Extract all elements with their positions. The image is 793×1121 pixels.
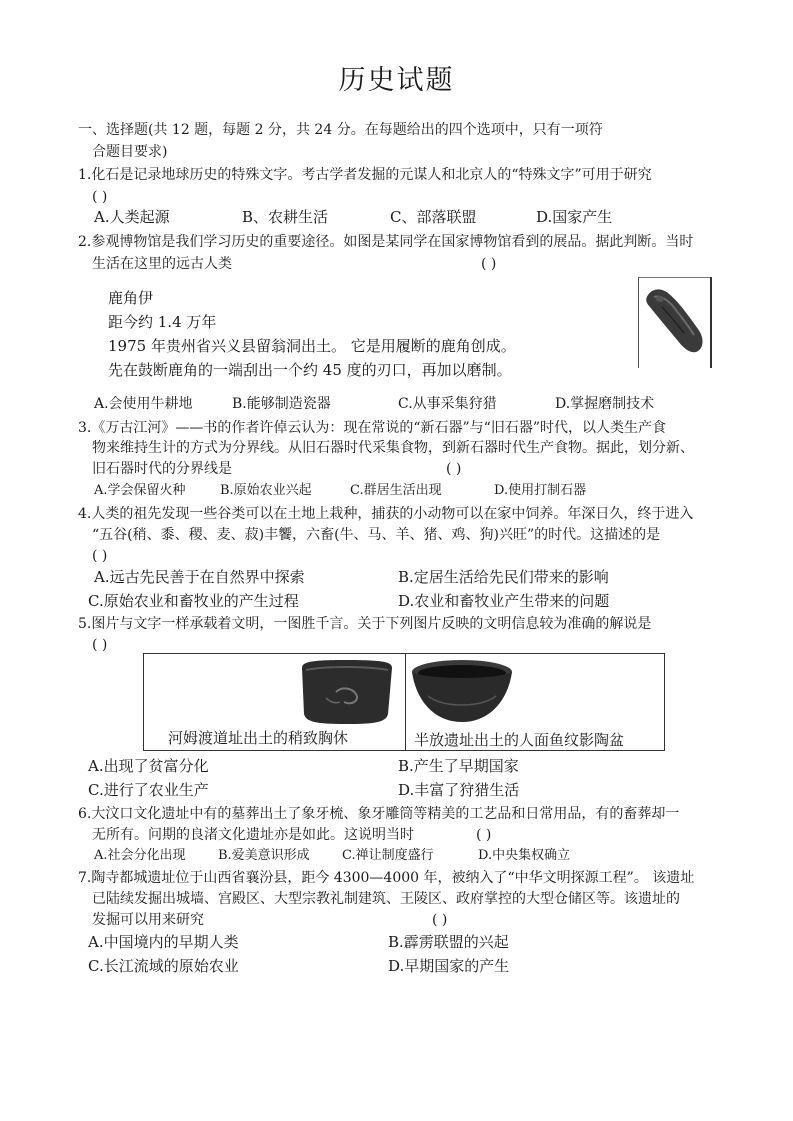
question-7-text-cont2: 发掘可以用来研究 [92,912,204,928]
q4-option-d[interactable]: D.农业和畜牧业产生带来的问题 [398,592,610,610]
question-2-text-cont: 生活在这里的远古人类 [92,256,232,272]
q5-option-d[interactable]: D.丰富了狩猎生活 [398,781,520,799]
q4-option-c[interactable]: C.原始农业和畜牧业的产生过程 [88,592,299,610]
exhibit-name: 鹿角伊 [108,289,154,307]
question-3-text-cont: 物来维持生计的方式为分界线。从旧石器时代采集食物，到新石器时代生产食物。据此，划分新、 [92,440,694,456]
question-4-text-cont: “五谷(稍、黍、稷、麦、菽)丰饗，六畜(牛、马、羊、猪、鸡、狗)兴旺”的时代。这描述的是 [92,527,661,543]
q3-option-c[interactable]: C.群居生活出现 [350,483,442,498]
q2-option-b[interactable]: B.能够制造瓷器 [232,396,331,412]
question-6-text: 6.大汶口文化遗址中有的墓葬出土了象牙梳、象牙雕筒等精美的工艺品和日常用品，有的畜葬却一 [78,806,680,822]
question-2-paren: ( ) [481,256,497,272]
q7-option-b[interactable]: B.霹雳联盟的兴起 [388,933,509,951]
question-7-text-cont: 已陆续发掘出城墙、宫殿区、大型宗教礼制建筑、王陵区、政府掌控的大型仓储区等。该遗址的 [92,891,680,907]
q7-option-d[interactable]: D.早期国家的产生 [388,957,510,975]
q4-option-b[interactable]: B.定居生活给先民们带来的影响 [398,568,609,586]
q1-option-c[interactable]: C、部落联盟 [390,208,477,226]
q4-option-a[interactable]: A.远古先民善于在自然界中探索 [94,568,305,586]
q1-option-b[interactable]: B、农耕生活 [242,208,329,226]
question-1-text: 1.化石是记录地球历史的特殊文字。考古学者发掘的元谋人和北京人的“特殊文字”可用于研究 [78,167,652,183]
q5-option-c[interactable]: C.进行了农业生产 [88,781,209,799]
hemudu-caption: 河姆渡道址出土的稍致胸休 [168,729,349,747]
exhibit-desc-1: 1975 年贵州省兴义县留翁洞出土。 它是用履断的鹿角创成。 [108,337,516,355]
section-heading: 一、选择题(共 12 题，每题 2 分，共 24 分。在每题给出的四个选项中，只有一项符 [78,122,603,138]
q6-option-a[interactable]: A.社会分化出现 [94,848,186,863]
question-7-text: 7.陶寺都城遗址位于山西省襄汾县，距今 4300—4000 年，被纳入了“中华文明探源工程”。 该遗址 [78,870,695,886]
question-4-text: 4.人类的祖先发现一些谷类可以在土地上栽种，捕获的小动物可以在家中饲养。年深日久，终于进入 [78,506,694,522]
antler-tool-icon [638,277,712,368]
q2-option-d[interactable]: D.掌握磨制技术 [555,396,655,412]
q6-option-d[interactable]: D.中央集权确立 [478,848,571,863]
q7-option-a[interactable]: A.中国境内的早期人类 [88,933,239,951]
q1-option-d[interactable]: D.国家产生 [536,208,613,226]
q1-option-a[interactable]: A.人类起源 [94,208,170,226]
q3-option-d[interactable]: D.使用打制石器 [494,483,587,498]
q6-option-b[interactable]: B.爱美意识形成 [218,848,310,863]
hemudu-artifact-photo [296,658,398,726]
section-heading-cont: 合题目要求) [92,144,168,160]
q6-option-c[interactable]: C.禅让制度盛行 [342,848,434,863]
question-6-paren: ( ) [476,827,492,843]
antler-tool-photo [638,277,712,368]
figure-table [143,653,665,751]
question-4-paren: ( ) [92,548,108,564]
question-2-text: 2.参观博物馆是我们学习历史的重要途径。如图是某同学在国家博物馆看到的展品。据此判断。当时 [78,234,694,250]
q5-option-a[interactable]: A.出现了贫富分化 [88,757,209,775]
question-5-text: 5.图片与文字一样承载着文明，一图胜千言。关于下列图片反映的文明信息较为准确的解说是 [78,616,652,632]
question-3-paren: ( ) [446,461,462,477]
banpo-caption: 半放遗址出土的人面鱼纹影陶盆 [414,731,625,749]
page-title: 历史试题 [338,65,455,96]
q2-option-a[interactable]: A.会使用牛耕地 [94,396,193,412]
q5-option-b[interactable]: B.产生了早期国家 [398,757,519,775]
question-7-paren: ( ) [432,912,448,928]
question-5-paren: ( ) [92,637,108,653]
q7-option-c[interactable]: C.长江流域的原始农业 [88,957,239,975]
question-1-paren: ( ) [92,189,108,205]
exhibit-desc-2: 先在鼓断鹿角的一端刮出一个约 45 度的刃口，再加以磨制。 [108,361,512,379]
question-3-text-cont2: 旧石器时代的分界线是 [92,461,232,477]
question-3-text: 3.《万古江河》——书的作者许倬云认为：现在常说的“新石器”与“旧石器”时代，以人类生产食 [78,420,666,436]
exhibit-age: 距今约 1.4 万年 [108,313,217,331]
question-6-text-cont: 无所有。问期的良渚文化遗址亦是如此。这说明当时 [92,827,414,843]
q3-option-a[interactable]: A.学会保留火种 [94,483,186,498]
q2-option-c[interactable]: C.从事采集狩猎 [398,396,497,412]
banpo-basin-photo [408,656,518,728]
q3-option-b[interactable]: B.原始农业兴起 [220,483,312,498]
